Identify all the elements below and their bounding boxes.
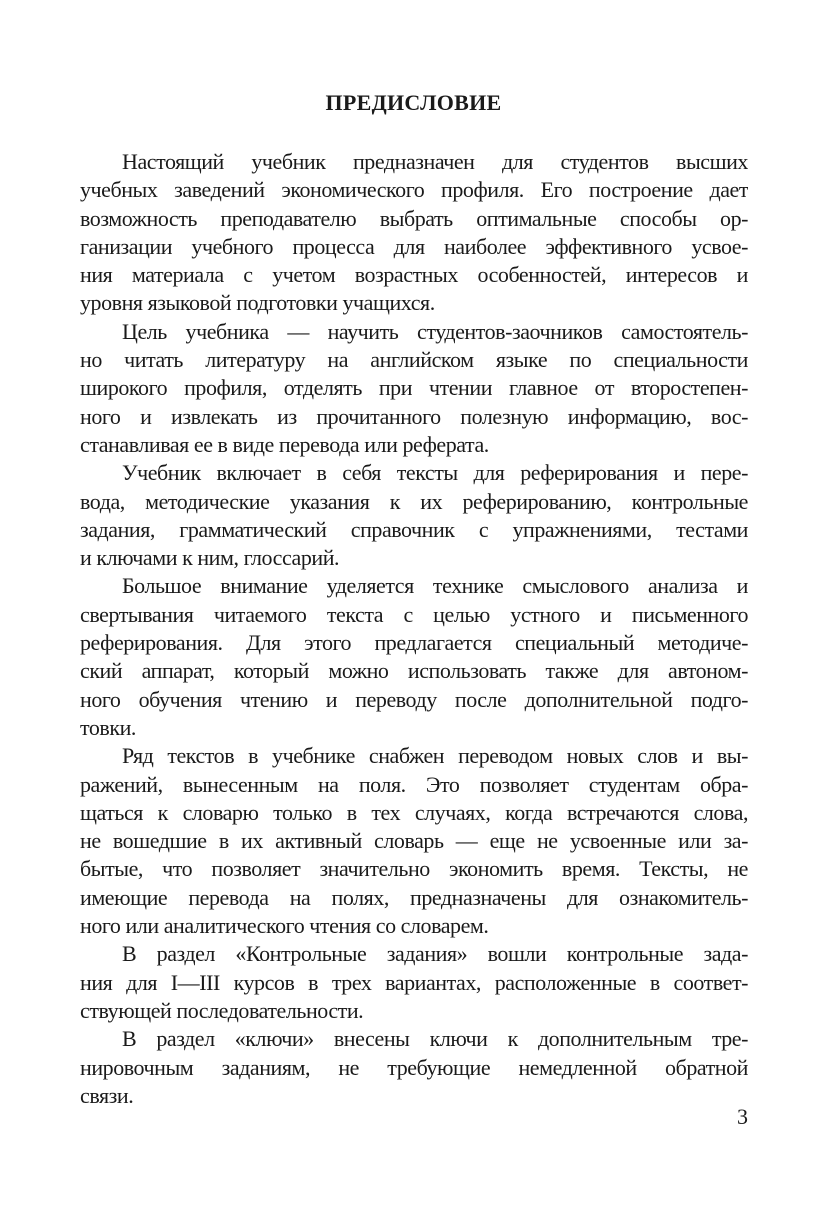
text-line: Настоящий учебник предназначен для студентов высших: [122, 149, 748, 174]
text-line: широкого профиля, отделять при чтении главное от второстепен-: [80, 375, 748, 401]
text-line: нировочным заданиям, не требующие немедленной обратной: [80, 1054, 748, 1080]
paragraph: [80, 1025, 748, 1110]
text-line: вода, методические указания к их реферированию, контрольные: [80, 488, 748, 514]
text-line: ганизации учебного процесса для наиболее эффективного усвое-: [80, 233, 748, 259]
text-line: ния для I—III курсов в трех вариантах, расположенные в соответ-: [80, 969, 748, 995]
text-line: Большое внимание уделяется технике смыслового анализа и: [122, 573, 748, 599]
page-title: ПРЕДИСЛОВИЕ: [325, 90, 502, 115]
text-line: станавливая ее в виде перевода или реферата.: [80, 431, 489, 457]
page-number: 3: [737, 1104, 748, 1129]
paragraph: [80, 742, 748, 940]
text-line: имеющие перевода на полях, предназначены для ознакомитель-: [80, 884, 748, 910]
text-line: ного обучения чтению и переводу после дополнительной подго-: [80, 686, 748, 712]
text-line: ния материала с учетом возрастных особенностей, интересов и: [80, 262, 748, 288]
text-line: но читать литературу на английском языке по специальности: [80, 347, 748, 373]
paragraph: [80, 318, 748, 459]
text-line: Ряд текстов в учебнике снабжен переводом новых слов и вы-: [122, 743, 748, 769]
text-line: свертывания читаемого текста с целью устного и письменного: [80, 601, 748, 627]
text-line: связи.: [80, 1082, 134, 1108]
paragraph: [80, 940, 748, 1025]
text-line: и ключами к ним, глоссарий.: [80, 545, 340, 571]
text-line: Цель учебника — научить студентов-заочников самостоятель-: [122, 318, 748, 344]
text-line: щаться к словарю только в тех случаях, когда встречаются слова,: [80, 799, 748, 825]
paragraph: [80, 148, 748, 318]
text-line: реферирования. Для этого предлагается специальный методиче-: [80, 630, 748, 656]
text-line: товки.: [80, 714, 136, 740]
text-line: бытые, что позволяет значительно экономить время. Тексты, не: [80, 856, 748, 882]
text-line: уровня языковой подготовки учащихся.: [80, 290, 435, 316]
paragraph: [80, 572, 748, 742]
text-line: не вошедшие в их активный словарь — еще не усвоенные или за-: [80, 828, 748, 854]
text-line: Учебник включает в себя тексты для реферирования и пере-: [122, 460, 748, 486]
text-line: ствующей последовательности.: [80, 997, 364, 1023]
body-text: [80, 148, 748, 1110]
paragraph: [80, 459, 748, 572]
text-line: В раздел «ключи» внесены ключи к дополнительным тре-: [122, 1026, 748, 1052]
text-line: ский аппарат, который можно использовать также для автоном-: [80, 658, 748, 684]
text-line: ражений, вынесенным на поля. Это позволяет студентам обра-: [80, 771, 748, 797]
text-line: ного или аналитического чтения со словарем.: [80, 913, 489, 939]
text-line: ного и извлекать из прочитанного полезную информацию, вос-: [80, 403, 748, 429]
text-line: возможность преподавателю выбрать оптимальные способы ор-: [80, 205, 748, 231]
text-line: учебных заведений экономического профиля. Его построение дает: [80, 177, 748, 203]
text-line: задания, грамматический справочник с упражнениями, тестами: [80, 516, 748, 542]
text-line: В раздел «Контрольные задания» вошли контрольные зада-: [122, 941, 748, 967]
